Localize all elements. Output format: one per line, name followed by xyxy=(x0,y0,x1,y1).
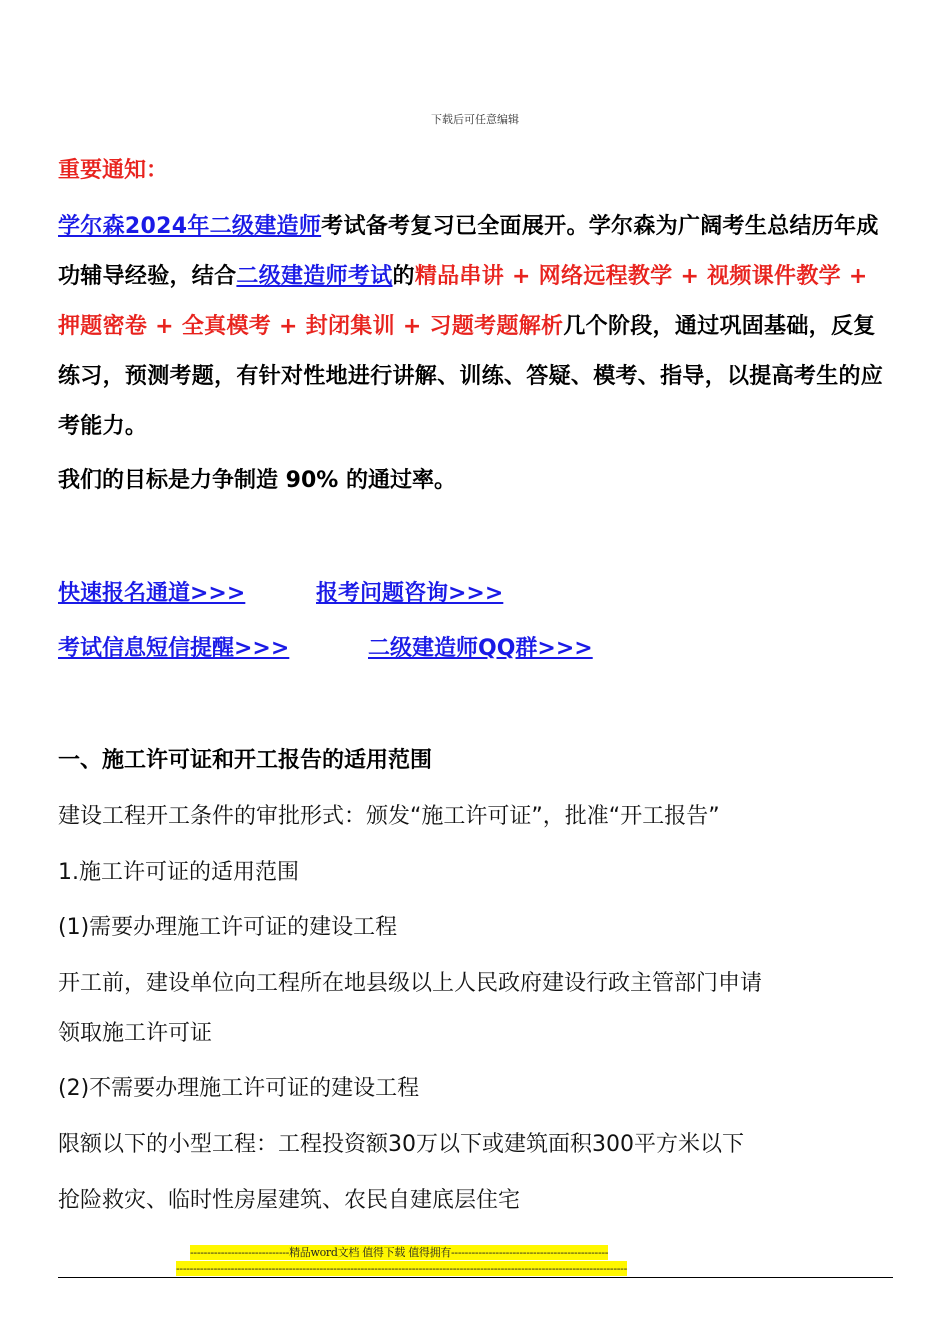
section-title: 一、施工许可证和开工报告的适用范围 xyxy=(58,748,433,773)
body-line: (1)需要办理施工许可证的建设工程 xyxy=(58,915,398,940)
qq-group-link[interactable]: 二级建造师QQ群>>> xyxy=(368,636,593,661)
signup-link[interactable]: 快速报名通道>>> xyxy=(58,581,246,606)
footer-banner-line-1: -----------------------------精品word文档 值得下载 值得拥有---------------------------------------------- xyxy=(190,1246,609,1259)
footer-banner-line-2: ------------------------------------------------------------------------------------------------------------------------------------ xyxy=(176,1262,628,1275)
intro-paragraph xyxy=(58,202,894,452)
goal-text: 我们的目标是力争制造 90% 的通过率。 xyxy=(58,468,456,493)
intro-text-2: 的 xyxy=(392,264,415,289)
footer-divider xyxy=(58,1277,893,1278)
page-header: 下载后可任意编辑 xyxy=(431,113,519,126)
exam-link[interactable]: 二级建造师考试 xyxy=(236,264,393,289)
notice-title: 重要通知： xyxy=(58,158,169,183)
body-line: 开工前，建设单位向工程所在地县级以上人民政府建设行政主管部门申请 xyxy=(58,971,763,996)
consult-link[interactable]: 报考问题咨询>>> xyxy=(316,581,504,606)
intro-text-3: 几个阶段，通过巩固基础，反复练习，预测考题，有针对性地进行讲解、训练、答疑、模考、指导，以提高考生的应考能力。 xyxy=(58,314,884,439)
body-line: 抢险救灾、临时性房屋建筑、农民自建底层住宅 xyxy=(58,1188,521,1213)
xueersen-link[interactable]: 学尔森2024年二级建造师 xyxy=(58,214,322,239)
intro-text-1: 考试备考复习已全面展开。学尔森为广阔考生总结历年成功辅导经验，结合 xyxy=(58,214,879,289)
sms-link[interactable]: 考试信息短信提醒>>> xyxy=(58,636,290,661)
course-highlight: 精品串讲 + 网络远程教学 + 视频课件教学 + 押题密卷 + 全真模考 + 封闭集训 + 习题考题解析 xyxy=(58,264,868,339)
body-line: 限额以下的小型工程：工程投资额30万以下或建筑面积300平方米以下 xyxy=(58,1132,744,1157)
body-line: 1.施工许可证的适用范围 xyxy=(58,860,299,885)
body-line: (2)不需要办理施工许可证的建设工程 xyxy=(58,1076,420,1101)
body-line: 建设工程开工条件的审批形式：颁发“施工许可证”，批准“开工报告” xyxy=(58,804,720,829)
body-line: 领取施工许可证 xyxy=(58,1021,213,1046)
